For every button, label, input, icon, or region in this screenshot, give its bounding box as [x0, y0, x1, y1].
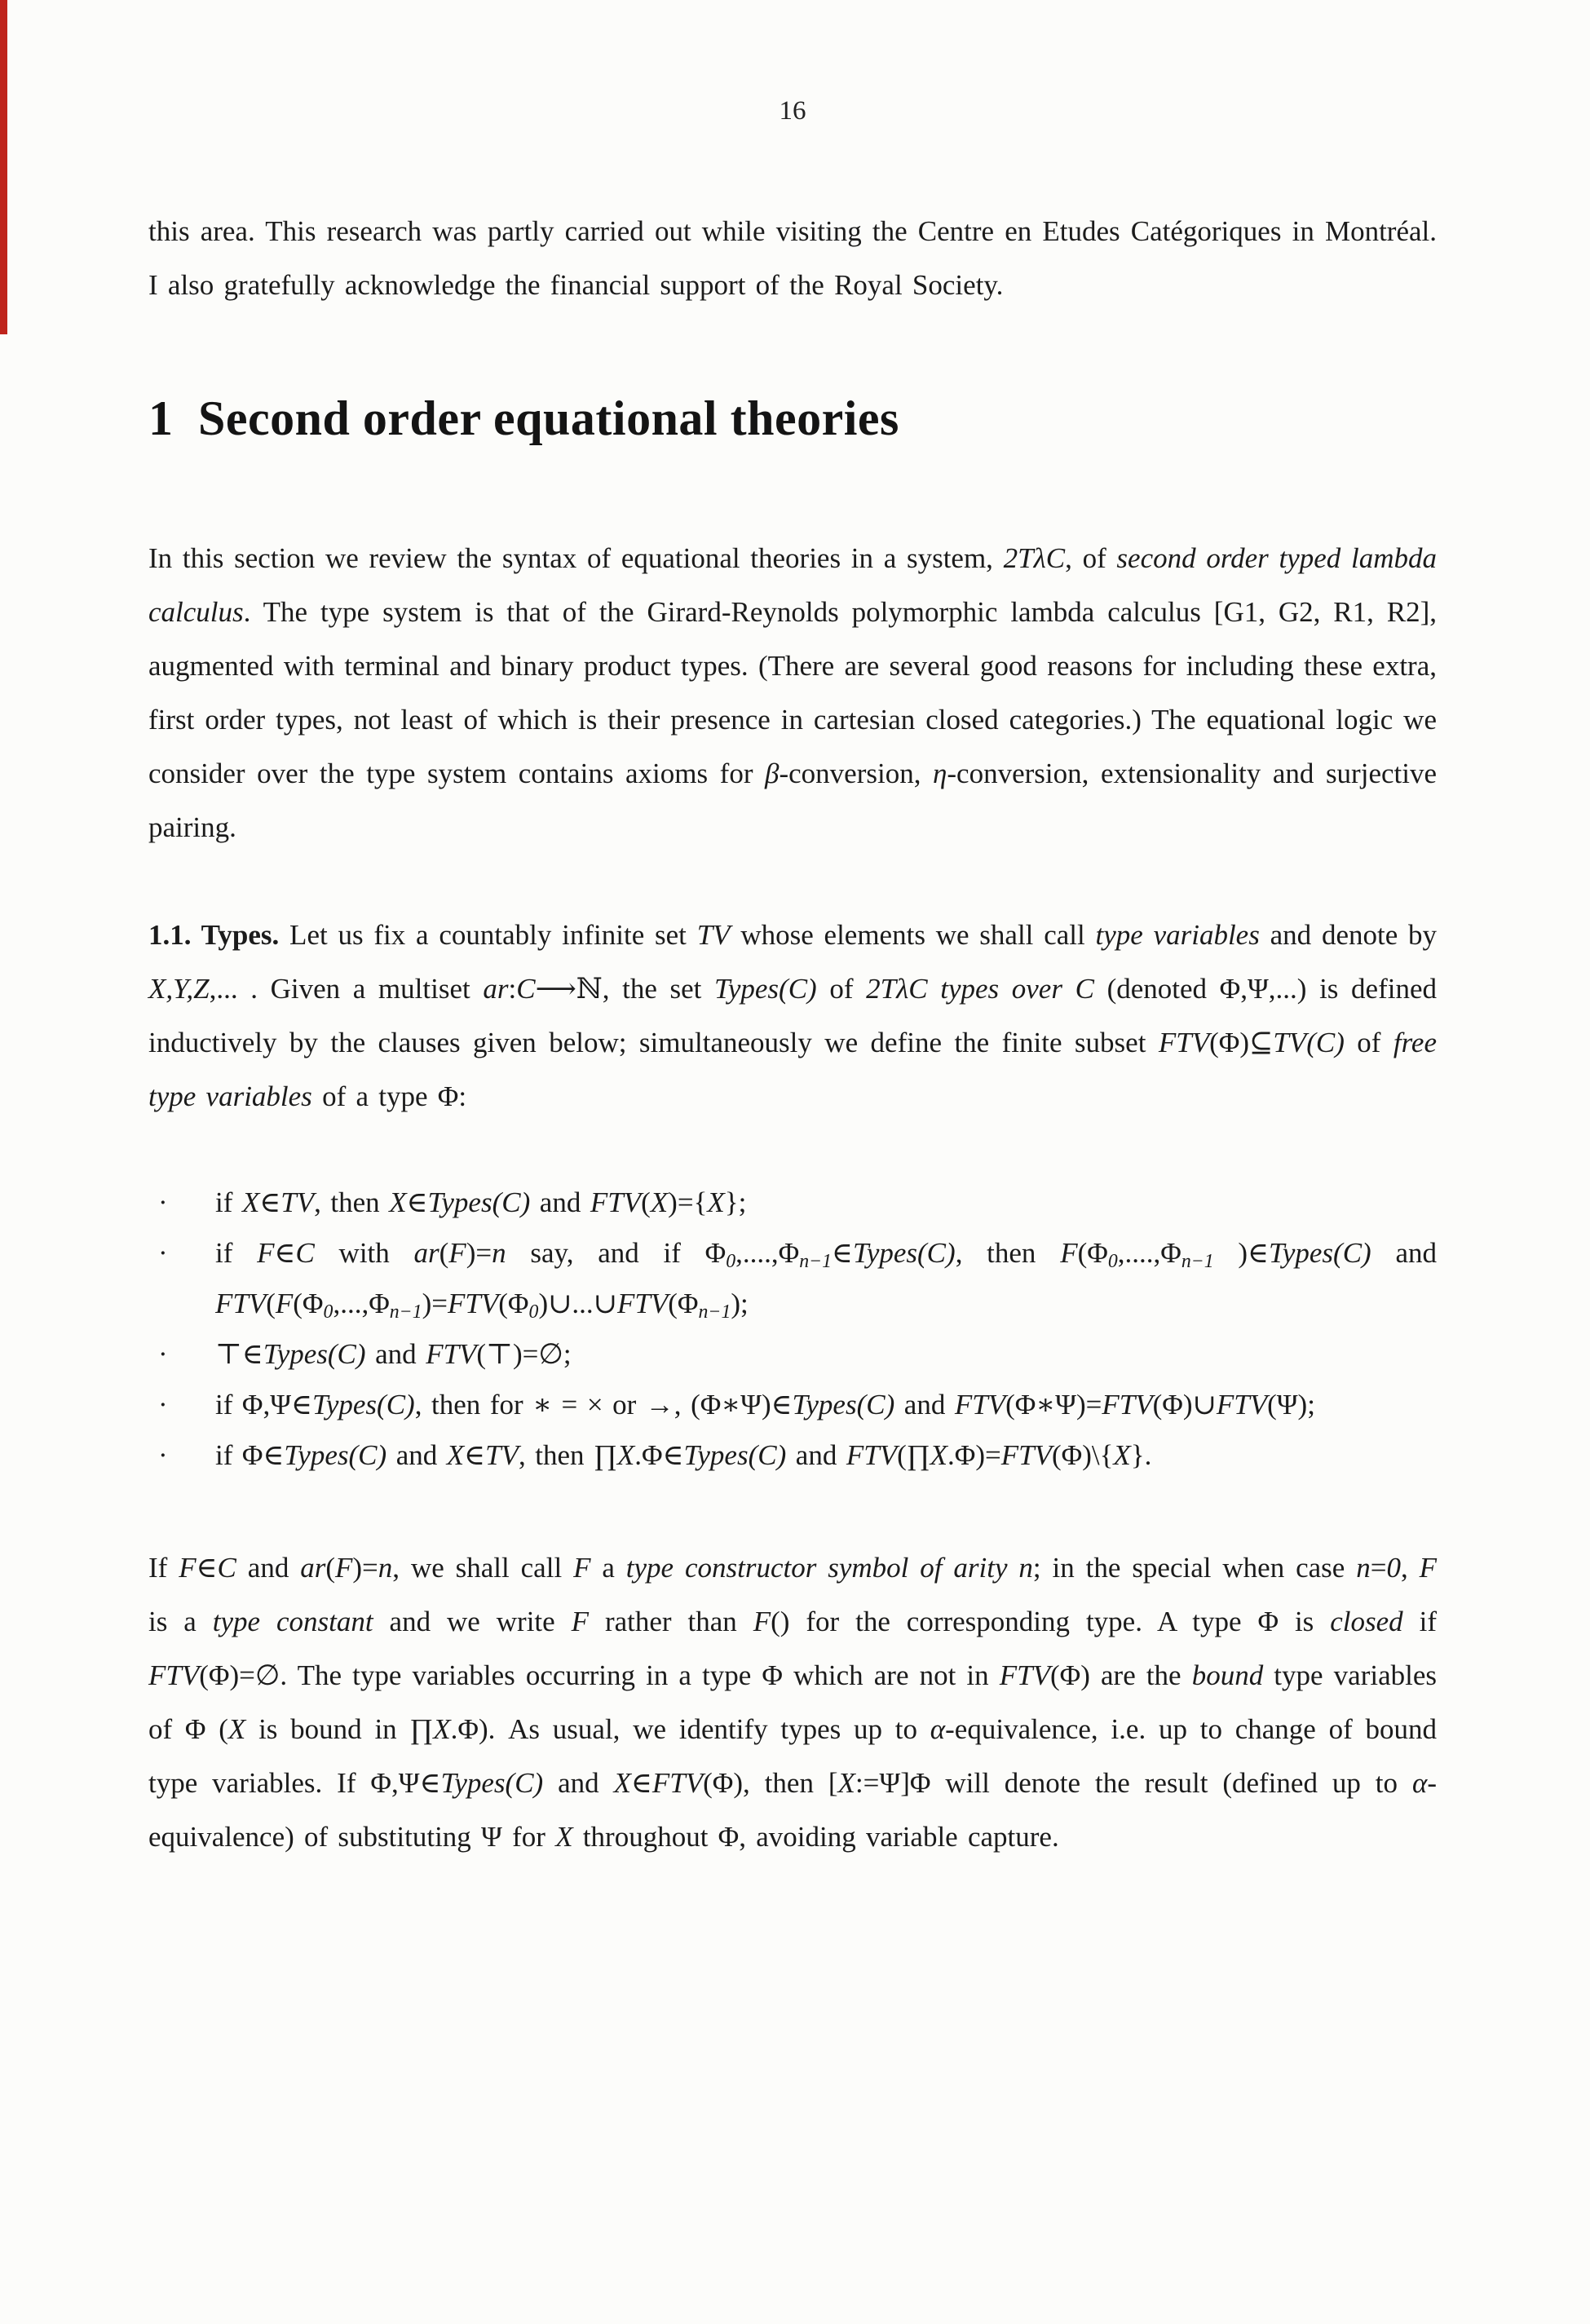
closing-paragraph: If F∈C and ar(F)=n, we shall call F a type constructor symbol of arity n; in the special when case n=0, F is a type constant and we write F rather than F() for the corresponding type. A type Φ is closed if FTV(Φ)=∅. The type variables occurring in a type Φ which are not in FTV(Φ) are the bound type variables of Φ (X is bound in ∏X.Φ). As usual, we identify types up to α-equivalence, i.e. up to change of bound type variables. If Φ,Ψ∈Types(C) and X∈FTV(Φ), then [X:=Ψ]Φ will denote the result (defined up to α-equivalence) of substituting Ψ for X throughout Φ, avoiding variable capture.	[148, 1552, 1438, 1853]
type-clauses-list	[148, 1177, 1437, 1481]
clause-text: if X∈TV, then X∈Types(C) and FTV(X)={X};	[215, 1186, 747, 1218]
bullet-icon: ·	[158, 1439, 168, 1471]
bullet-icon: ·	[158, 1338, 168, 1370]
clause-item-constructor	[148, 1228, 1437, 1329]
bullet-icon: ·	[158, 1389, 168, 1420]
clause-text: ⊤∈Types(C) and FTV(⊤)=∅;	[215, 1338, 572, 1370]
bullet-icon: ·	[158, 1237, 168, 1269]
clause-item-product-arrow	[148, 1380, 1437, 1430]
section-intro-paragraph: In this section we review the syntax of equational theories in a system, 2TλC, of second order typed lambda calculus. The type system is that of the Girard-Reynolds polymorphic lambda calculus [G1, G2, R1, R2], augmented with terminal and binary product types. (There are several good reasons for including these extra, first order types, not least of which is their presence in cartesian closed categories.) The equational logic we consider over the type system contains axioms for β-conversion, η-conversion, extensionality and surjective pairing.	[148, 542, 1437, 843]
clause-item-terminal	[148, 1329, 1437, 1380]
clause-item-pi-type	[148, 1430, 1437, 1481]
types-definition-paragraph: 1.1. Types. Let us fix a countably infinite set TV whose elements we shall call type variables and denote by X,Y,Z,... . Given a multiset ar:C⟶ℕ, the set Types(C) of 2TλC types over C (denoted Φ,Ψ,...) is defined inductively by the clauses given below; simultaneously we define the finite subset FTV(Φ)⊆TV(C) of free type variables of a type Φ:	[148, 919, 1438, 1112]
page-number: 16	[779, 96, 806, 126]
scan-artifact-red-stripe	[0, 0, 7, 334]
bullet-icon: ·	[158, 1186, 168, 1218]
clause-text: if Φ∈Types(C) and X∈TV, then ∏X.Φ∈Types(C) and FTV(∏X.Φ)=FTV(Φ)\{X}.	[215, 1439, 1152, 1471]
section-heading: 1 Second order equational theories	[148, 391, 899, 445]
clause-text: if F∈C with ar(F)=n say, and if $\Phi_0,....,\Phi_{n-1}\in Types(C)$, then $F(\Phi_0,....,\Phi_{n-1}$ )∈Types(C) and $FTV(F(\Phi_0,...,\Phi_{n-1})=FTV(\Phi_0)\cup...\cup FTV(\Phi_{n-1})$;	[215, 1237, 1437, 1323]
acknowledgement-paragraph: this area. This research was partly carried out while visiting the Centre en Etudes Catégoriques in Montréal. I also gratefully acknowledge the financial support of the Royal Society.	[148, 215, 1437, 301]
clause-item-variable	[148, 1177, 1437, 1228]
clause-text: if Φ,Ψ∈Types(C), then for ∗ = × or →, (Φ∗Ψ)∈Types(C) and FTV(Φ∗Ψ)=FTV(Φ)∪FTV(Ψ);	[215, 1389, 1315, 1420]
